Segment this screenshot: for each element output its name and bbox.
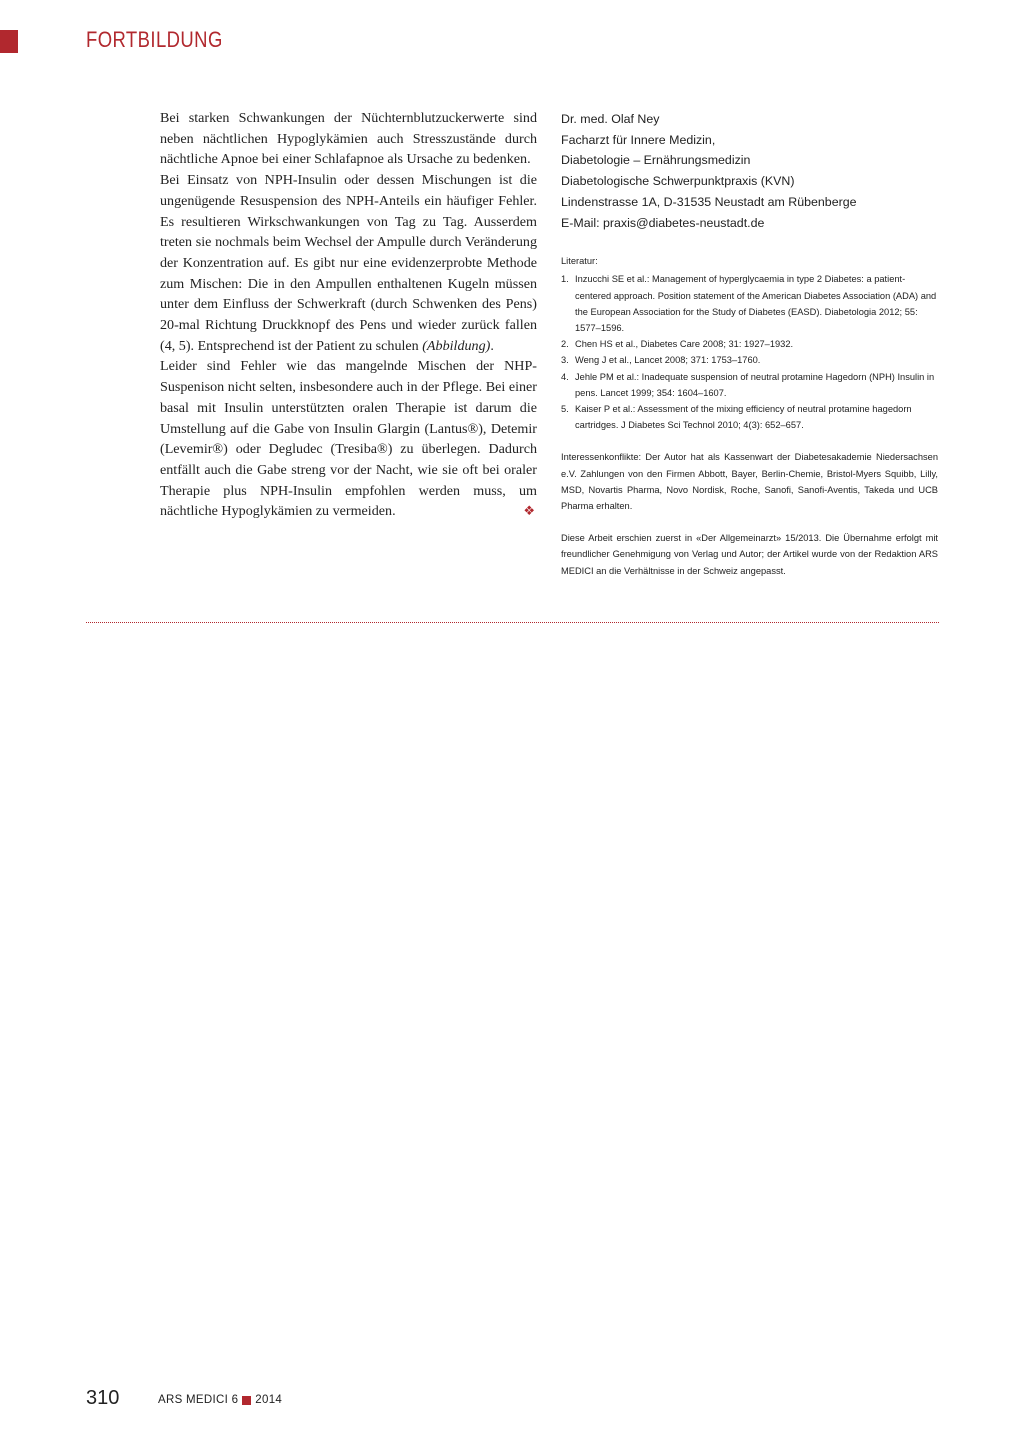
author-address: Lindenstrasse 1A, D-31535 Neustadt am Rübenberge (561, 194, 857, 209)
author-specialty: Diabetologie – Ernährungsmedizin (561, 153, 751, 168)
body-paragraph-2-text: Bei Einsatz von NPH-Insulin oder dessen Mischungen ist die ungenügende Resuspension des NPH-Anteils ein häufiger Fehler. Es resultieren Wirkschwankungen von Tag zu Tag. Ausserdem treten sie nochmals beim Wechsel der Ampulle durch Veränderung der Konzentration auf. Es gibt nur eine evidenzerprobte Methode zum Mischen: Die in den Ampullen enthaltenen Kugeln müssen unter dem Einfluss der Schwerkraft (durch Schwenken des Pens) 20-mal Richtung Druckknopf des Pens und wieder zurück fallen (4, 5). Entsprechend ist der Patient zu schulen (160, 172, 537, 354)
reference-number: 2. (561, 339, 569, 350)
reference-item (561, 401, 938, 433)
body-paragraph-3-text: Leider sind Fehler wie das mangelnde Mischen der NHP-Suspenison nicht selten, insbesondere auch in der Pflege. Bei einer basal mit Insulin unterstützten oralen Therapie ist darum die Umstellung auf die Gabe von Insulin Glargin (Lantus®), Detemir (Levemir®) oder Degludec (Tresiba®) zu überlegen. Dadurch entfällt auch die Gabe streng vor der Nacht, wie sie oft bei oraler Therapie plus NPH-Insulin empfohlen werden muss, um nächtliche Hypoglykämien zu vermeiden. (160, 358, 537, 520)
footer-publication (158, 1394, 282, 1406)
author-practice: Diabetologische Schwerpunktpraxis (KVN) (561, 174, 795, 189)
square-bullet-icon (242, 1396, 251, 1405)
section-color-tab (0, 30, 18, 53)
section-title: FORTBILDUNG (86, 27, 223, 52)
figure-reference: (Abbildung) (422, 337, 491, 354)
reference-list (561, 271, 938, 433)
author-title: Facharzt für Innere Medizin, (561, 132, 716, 147)
reference-text: Kaiser P et al.: Assessment of the mixing efficiency of neutral protamine hagedorn cartridges. J Diabetes Sci Technol 2010; 4(3): 652–657. (575, 404, 912, 431)
reference-number: 1. (561, 274, 569, 285)
reference-number: 3. (561, 355, 569, 366)
page-number: 310 (86, 1387, 120, 1409)
article-end-mark-icon: ❖ (523, 503, 535, 519)
section-divider (86, 622, 939, 623)
reference-text: Inzucchi SE et al.: Management of hyperglycaemia in type 2 Diabetes: a patient-centered approach. Position statement of the American Diabetes Association (ADA) and the European Association for the Study of Diabetes (EASD). Diabetologia 2012; 55: 1577–1596. (575, 274, 937, 334)
author-email[interactable]: E-Mail: praxis@diabetes-neustadt.de (561, 215, 765, 230)
reference-item (561, 352, 938, 368)
body-paragraph-3 (160, 356, 537, 522)
conflict-of-interest-note: Interessenkonflikte: Der Autor hat als Kassenwart der Diabetesakademie Niedersachsen e.V. Zahlungen von den Firmen Abbott, Bayer, Berlin-Chemie, Bristol-Myers Squibb, Lilly, MSD, Novartis Pharma, Novo Nordisk, Roche, Sanofi, Sanofi-Aventis, Takeda und UCB Pharma erhalten. (561, 452, 938, 512)
reference-number: 4. (561, 371, 569, 382)
literature-label: Literatur: (561, 256, 598, 267)
reference-text: Jehle PM et al.: Inadequate suspension of neutral protamine Hagedorn (NPH) Insulin in pens. Lancet 1999; 354: 1604–1607. (575, 371, 935, 398)
author-name: Dr. med. Olaf Ney (561, 112, 660, 126)
body-paragraph-2-end: . (490, 337, 494, 354)
publication-name: ARS MEDICI 6 (158, 1394, 239, 1406)
reference-item (561, 336, 938, 352)
first-published-note: Diese Arbeit erschien zuerst in «Der Allgemeinarzt» 15/2013. Die Übernahme erfolgt mit freundlicher Genehmigung von Verlag und Autor; der Artikel wurde von der Redaktion ARS MEDICI an die Verhältnisse in der Schweiz angepasst. (561, 533, 938, 576)
reference-number: 5. (561, 404, 569, 415)
reference-text: Chen HS et al., Diabetes Care 2008; 31: 1927–1932. (575, 339, 794, 350)
reference-item (561, 369, 938, 401)
author-info (561, 109, 938, 233)
reference-item (561, 271, 938, 336)
article-body (160, 108, 537, 522)
body-paragraph-2 (160, 170, 537, 356)
body-paragraph-1: Bei starken Schwankungen der Nüchternblutzuckerwerte sind neben nächtlichen Hypoglykämien auch Stresszustände durch nächtliche Apnoe bei einer Schlafapnoe als Ursache zu bedenken. (160, 110, 537, 168)
publication-year: 2014 (255, 1394, 283, 1406)
reference-text: Weng J et al., Lancet 2008; 371: 1753–1760. (575, 355, 761, 366)
sidebar-column (561, 109, 938, 579)
